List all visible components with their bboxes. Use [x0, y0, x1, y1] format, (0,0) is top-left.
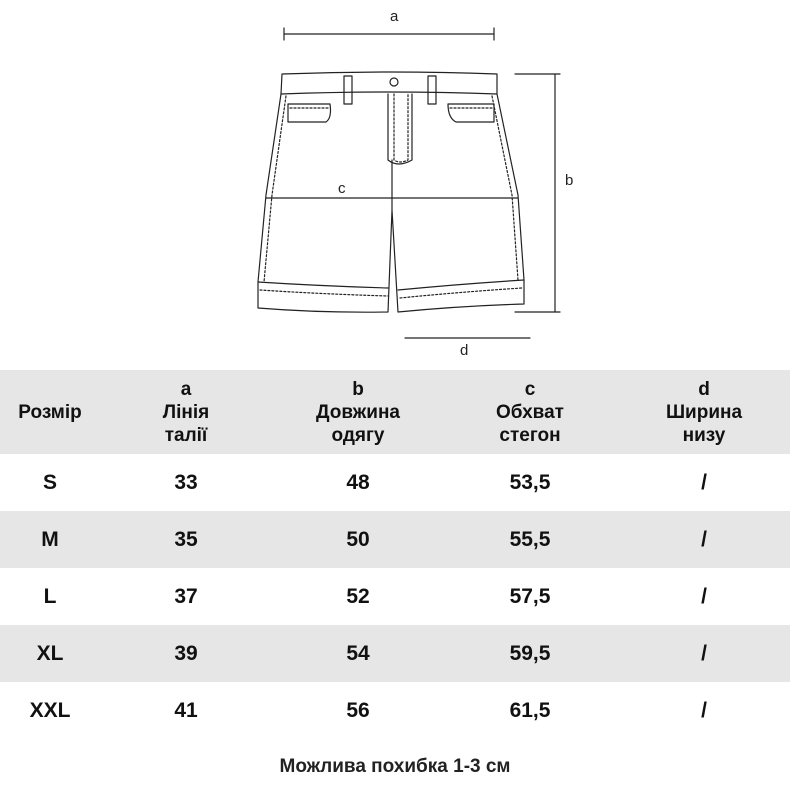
table-row: [0, 682, 790, 739]
table-row: [0, 625, 790, 682]
fly-stitch: [394, 94, 408, 162]
cell-a: 35: [174, 527, 198, 551]
cell-b: 50: [346, 527, 370, 551]
table-row: [0, 454, 790, 511]
cell-b: 52: [346, 584, 370, 608]
header-letter: b: [352, 378, 364, 400]
cell-b: 48: [346, 470, 370, 494]
waistband: [281, 72, 497, 94]
header-letter: a: [180, 378, 192, 400]
size-table: [0, 370, 790, 739]
shorts-sketch: [0, 0, 790, 370]
header-line1: Довжина: [316, 401, 400, 423]
cell-size: M: [41, 527, 59, 551]
header-col-d: [640, 370, 768, 454]
cell-c: 53,5: [509, 470, 551, 494]
cell-size: XXL: [29, 698, 71, 722]
header-line2: низу: [682, 424, 726, 446]
header-col-b: [298, 370, 418, 454]
cell-d: /: [701, 641, 707, 665]
cell-size: XL: [36, 641, 64, 665]
cell-b: 54: [346, 641, 370, 665]
cuff-right: [398, 280, 524, 290]
button: [390, 78, 398, 86]
table-header: [0, 370, 790, 454]
cell-d: /: [701, 527, 707, 551]
cell-a: 41: [174, 698, 198, 722]
header-size-label: Розмір: [18, 401, 82, 423]
cell-c: 57,5: [509, 584, 551, 608]
cell-a: 39: [174, 641, 198, 665]
header-line2: талії: [164, 424, 208, 446]
dimension-b-line: [515, 74, 560, 312]
header-line2: стегон: [499, 424, 561, 446]
cell-a: 33: [174, 470, 198, 494]
header-line2: одягу: [331, 424, 385, 446]
dimension-c-label: c: [338, 180, 346, 197]
cell-size: S: [42, 470, 57, 494]
dimension-a-line: [284, 28, 494, 40]
header-letter: c: [524, 378, 536, 400]
cell-c: 59,5: [509, 641, 551, 665]
table-row: [0, 568, 790, 625]
header-size: [0, 370, 100, 454]
cell-d: /: [701, 698, 707, 722]
cuff-left: [258, 282, 388, 288]
cell-c: 61,5: [509, 698, 551, 722]
belt-loop-left: [344, 76, 352, 104]
cell-b: 56: [346, 698, 370, 722]
dimension-a-label: a: [390, 8, 399, 25]
pocket-left: [288, 104, 331, 122]
header-col-c: [470, 370, 590, 454]
shorts-diagram: [0, 0, 790, 370]
header-col-a: [136, 370, 236, 454]
table-row: [0, 511, 790, 568]
header-line1: Ширина: [665, 401, 743, 423]
header-line1: Лінія: [162, 401, 210, 423]
cell-a: 37: [174, 584, 198, 608]
shorts-outline: [258, 94, 524, 312]
pocket-right: [448, 104, 494, 122]
tolerance-note: Можлива похибка 1-3 см: [279, 756, 511, 777]
header-line1: Обхват: [496, 401, 564, 423]
cell-size: L: [43, 584, 57, 608]
dimension-b-label: b: [565, 172, 574, 189]
header-letter: d: [698, 378, 710, 400]
belt-loop-right: [428, 76, 436, 104]
dimension-d-label: d: [460, 342, 469, 359]
cell-c: 55,5: [509, 527, 551, 551]
cell-d: /: [701, 584, 707, 608]
cell-d: /: [701, 470, 707, 494]
